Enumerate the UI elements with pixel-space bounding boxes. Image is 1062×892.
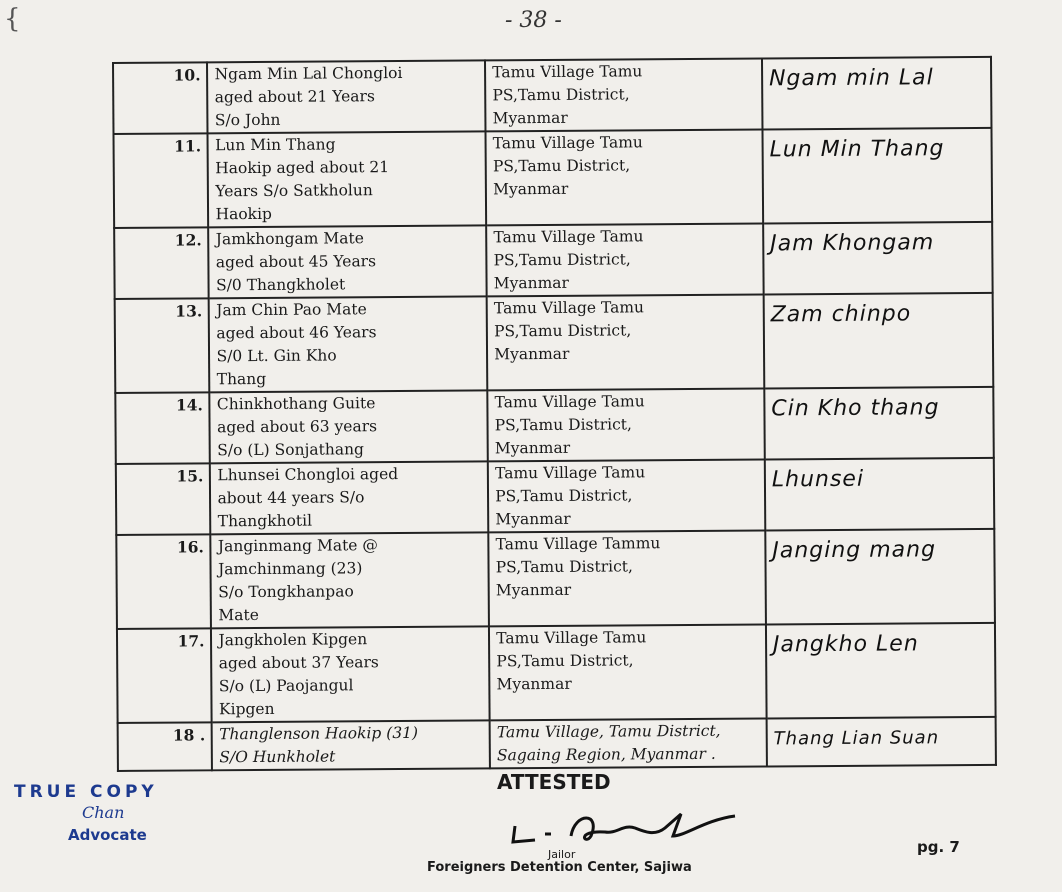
- corner-mark: {: [4, 4, 21, 34]
- person-details-line: Mate: [218, 605, 259, 625]
- address: [485, 58, 762, 131]
- address-line: Sagaing Region, Myanmar .: [496, 744, 716, 765]
- true-copy-signature: Chan: [82, 803, 125, 822]
- person-details-line: aged about 46 Years: [216, 323, 377, 343]
- signature: Cin Kho thang: [771, 395, 940, 422]
- address: [487, 388, 764, 461]
- serial-number: 14.: [115, 392, 210, 464]
- person-details: [210, 461, 488, 534]
- detention-center-label: Foreigners Detention Center, Sajiwa: [427, 860, 692, 875]
- advocate-label: Advocate: [68, 826, 147, 844]
- address-line: Tamu Village Tamu: [494, 392, 645, 412]
- signature-cell: [766, 717, 995, 767]
- person-details-line: about 44 years S/o: [217, 488, 365, 508]
- address-line: PS,Tamu District,: [496, 651, 634, 671]
- person-details-line: S/O Hunkholet: [219, 747, 336, 767]
- person-details-line: Years S/o Satkholun: [215, 181, 373, 201]
- address: [487, 294, 764, 390]
- person-details: [211, 626, 489, 722]
- table-row: [115, 293, 994, 393]
- address: [489, 624, 766, 720]
- address-line: Tamu Village Tamu: [494, 463, 646, 483]
- signature: Janging mang: [772, 537, 937, 564]
- address-line: PS,Tamu District,: [493, 250, 631, 270]
- signature: Ngam min Lal: [768, 65, 934, 92]
- address-line: Myanmar: [495, 580, 572, 600]
- attested-label: ATTESTED: [497, 770, 611, 794]
- table-row: [116, 529, 995, 629]
- person-details-line: S/o (L) Paojangul: [218, 676, 354, 696]
- table-row: [116, 458, 994, 535]
- address-line: Tamu Village Tamu: [493, 227, 644, 247]
- signature-cell: [765, 529, 995, 625]
- address: [488, 459, 765, 532]
- person-details: [207, 60, 485, 133]
- address-line: Myanmar: [494, 438, 571, 458]
- address-line: PS,Tamu District,: [495, 486, 633, 506]
- serial-number: 18 .: [118, 722, 213, 771]
- address: [486, 223, 763, 296]
- address-line: Tamu Village Tamu: [492, 62, 643, 82]
- address-line: PS,Tamu District,: [494, 415, 632, 435]
- signature: Jam Khongam: [770, 230, 935, 257]
- person-details: [208, 131, 486, 227]
- detainee-table: [112, 56, 997, 772]
- address-line: PS,Tamu District,: [493, 321, 632, 341]
- person-details-line: S/o John: [214, 110, 281, 130]
- address: [486, 129, 763, 225]
- address-line: Tamu Village Tamu: [492, 133, 643, 153]
- address-line: PS,Tamu District,: [492, 156, 631, 176]
- serial-number: 13.: [115, 298, 210, 393]
- person-details-line: Kipgen: [218, 699, 275, 719]
- table-row: [118, 717, 996, 771]
- serial-number: 11.: [114, 133, 209, 228]
- serial-number: 12.: [114, 227, 209, 299]
- address-line: Tamu Village Tamu: [493, 298, 645, 318]
- serial-number: 17.: [117, 628, 212, 723]
- jailor-label: Jailor: [548, 848, 576, 861]
- person-details-line: S/0 Thangkholet: [215, 275, 346, 295]
- signature: Zam chinpo: [770, 301, 912, 328]
- jailor-signature: [505, 806, 745, 850]
- table-row: [113, 57, 991, 134]
- person-details-line: aged about 21 Years: [214, 87, 375, 107]
- address-line: Myanmar: [495, 509, 571, 529]
- address-line: Tamu Village, Tamu District,: [496, 721, 721, 742]
- person-details-line: Thangkhotil: [217, 511, 313, 531]
- person-details: [209, 296, 487, 392]
- person-details: [211, 532, 489, 628]
- signature-cell: [763, 222, 993, 295]
- page-number-top: - 38 -: [505, 8, 562, 33]
- person-details-line: S/0 Lt. Gin Kho: [216, 346, 337, 366]
- person-details-line: aged about 37 Years: [218, 653, 379, 673]
- person-details-line: Jamchinmang (23): [217, 559, 363, 579]
- address-line: PS,Tamu District,: [492, 85, 630, 105]
- signature: Lun Min Thang: [769, 136, 945, 163]
- table-body: [113, 57, 996, 771]
- person-details-line: Lun Min Thang: [215, 135, 336, 155]
- serial-number: 15.: [116, 463, 211, 535]
- person-details-line: Jamkhongam Mate: [215, 229, 364, 249]
- signature-cell: [764, 293, 994, 389]
- person-details-line: Ngam Min Lal Chongloi: [214, 63, 403, 84]
- true-copy-stamp: TRUE COPY: [14, 782, 158, 802]
- table-row: [114, 128, 993, 228]
- signature: Thang Lian Suan: [773, 727, 940, 750]
- serial-number: 16.: [116, 534, 211, 629]
- address-line: Myanmar: [493, 273, 569, 293]
- person-details-line: Haokip: [215, 204, 272, 224]
- serial-number: 10.: [113, 62, 208, 134]
- signature-cell: [762, 57, 992, 130]
- person-details-line: Thanglenson Haokip (31): [219, 723, 419, 744]
- address-line: Myanmar: [493, 179, 569, 199]
- signature-cell: [766, 623, 996, 719]
- table-row: [115, 387, 993, 464]
- person-details-line: Haokip aged about 21: [215, 158, 390, 178]
- person-details-line: Janginmang Mate @: [217, 536, 378, 556]
- table-row: [114, 222, 992, 299]
- signature-cell: [764, 387, 994, 460]
- person-details-line: aged about 45 Years: [215, 252, 377, 272]
- address-line: Myanmar: [492, 108, 568, 128]
- person-details-line: Jam Chin Pao Mate: [216, 300, 367, 320]
- person-details-line: S/o (L) Sonjathang: [217, 440, 365, 460]
- person-details-line: S/o Tongkhanpao: [218, 582, 354, 602]
- person-details: [209, 225, 487, 298]
- signature: Jangkho Len: [772, 631, 919, 658]
- address-line: Myanmar: [496, 674, 572, 694]
- table-row: [117, 623, 996, 723]
- signature-cell: [765, 458, 995, 531]
- person-details: [212, 720, 490, 770]
- signature: Lhunsei: [771, 466, 865, 493]
- person-details: [210, 390, 488, 463]
- address-line: Tamu Village Tamu: [496, 628, 647, 648]
- person-details-line: Jangkholen Kipgen: [218, 630, 368, 650]
- address: [490, 718, 767, 768]
- address: [488, 530, 765, 626]
- person-details-line: aged about 63 years: [216, 417, 378, 437]
- person-details-line: Lhunsei Chongloi aged: [217, 465, 399, 485]
- person-details-line: Thang: [216, 369, 267, 389]
- address-line: Tamu Village Tammu: [495, 534, 661, 554]
- page-number-bottom: pg. 7: [917, 838, 960, 856]
- address-line: PS,Tamu District,: [495, 557, 633, 577]
- address-line: Myanmar: [494, 344, 570, 364]
- person-details-line: Chinkhothang Guite: [216, 394, 376, 414]
- signature-cell: [762, 128, 992, 224]
